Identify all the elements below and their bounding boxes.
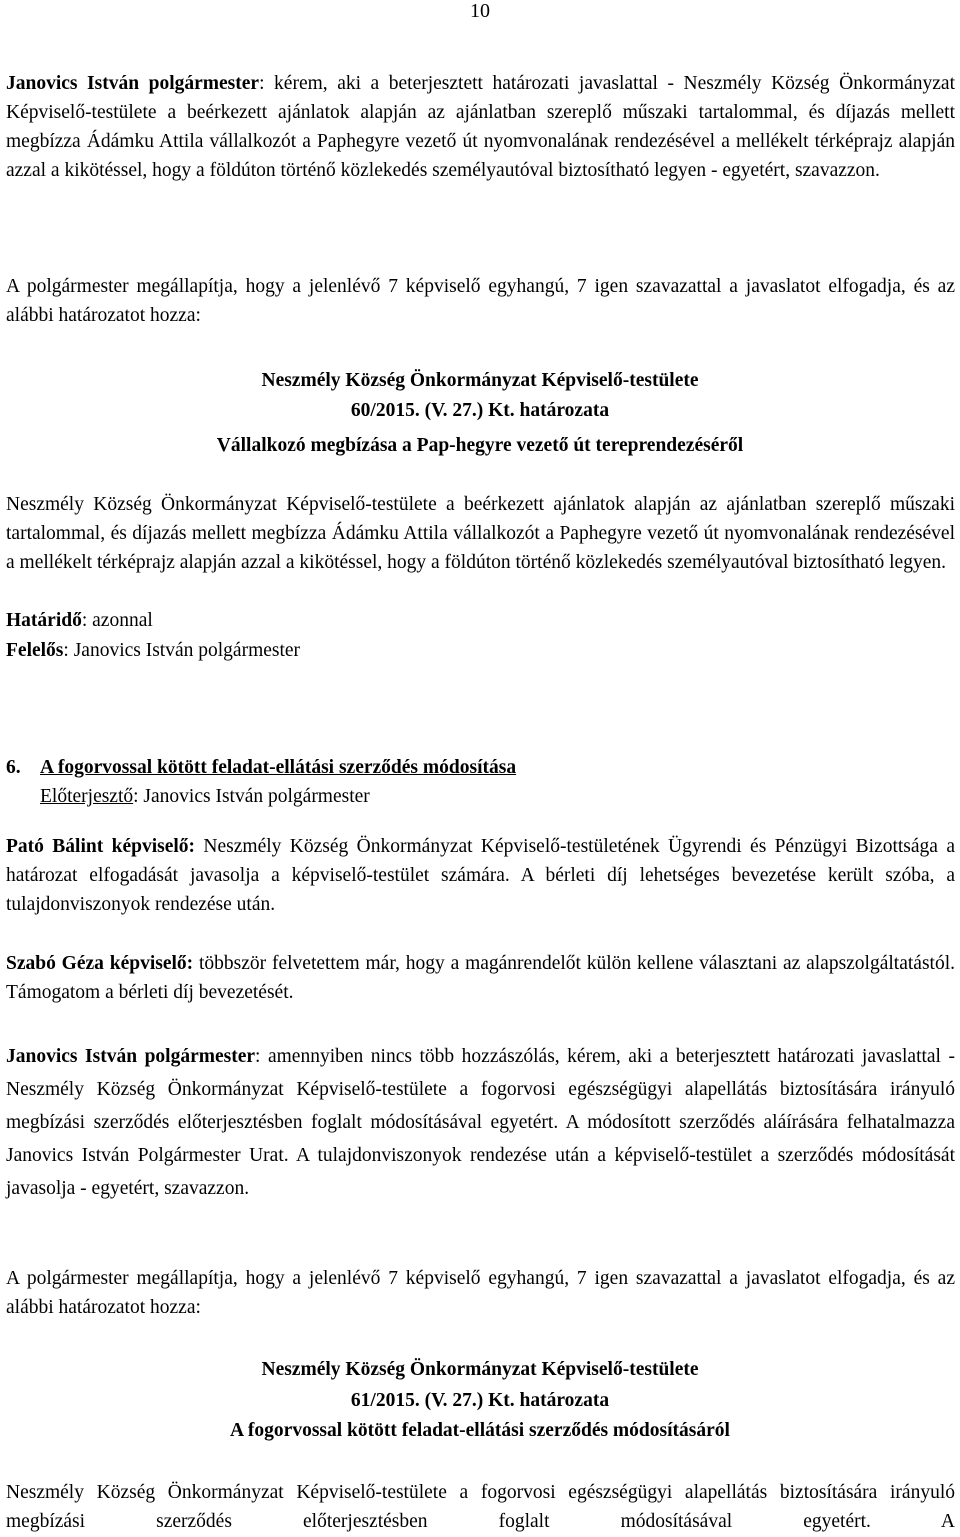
presenter-value: : Janovics István polgármester: [133, 786, 370, 807]
paragraph-text: : amennyiben nincs több hozzászólás, kérem, aki a beterjesztett határozati javaslattal - Neszmély Község Önkormányzat Képviselő-testülete a fogorvosi egészségügyi alapellátás biztosítására irányuló megbízási szerződés előterjesztésben foglalt módosításával egyetért. A módosított szerződés aláírására felhatalmazza Janovics István Polgármester Urat. A tulajdonviszonyok rendezése után a képviselő-testület a szerződés módosítását javasolja - egyetért, szavazzon.: [6, 1046, 955, 1199]
paragraph-text: többször felvetettem már, hogy a magánrendelőt külön kellene választani az alapszolgáltatástól. Támogatom a bérleti díj bevezetését.: [6, 953, 955, 1003]
speaker-name: Pató Bálint képviselő:: [6, 836, 196, 857]
section-title: A fogorvossal kötött feladat-ellátási szerződés módosítása: [40, 757, 517, 778]
paragraph-szabo-geza: [6, 949, 955, 1007]
paragraph-text: : kérem, aki a beterjesztett határozati javaslattal - Neszmély Község Önkormányzat Képviselő-testülete a beérkezett ajánlatok alapján az ajánlatban szereplő műszaki tartalommal, és díjazás mellett megbízza Ádámku Attila vállalkozót a Paphegyre vezető út nyomvonalának rendezésével a mellékelt térképrajz alapján azzal a kikötéssel, hogy a földúton történő közlekedés személyautóval biztosítható legyen - egyetért, szavazzon.: [6, 73, 955, 181]
resolution-title: Vállalkozó megbízása a Pap-hegyre vezető út tereprendezéséről: [216, 435, 744, 456]
speaker-name: Janovics István polgármester: [6, 73, 260, 94]
responsible-value: : Janovics István polgármester: [63, 640, 301, 661]
paragraph-pato-balint: [6, 832, 955, 919]
section-heading: [6, 753, 516, 782]
resolution-deadline: [6, 606, 955, 635]
resolution-body-name: Neszmély Község Önkormányzat Képviselő-testülete: [261, 370, 699, 391]
deadline-value: : azonnal: [81, 610, 153, 631]
section-number: 6.: [6, 757, 21, 778]
page-number: 10: [470, 0, 490, 22]
resolution-text: Neszmély Község Önkormányzat Képviselő-testülete a beérkezett ajánlatok alapján az ajánlatban szereplő műszaki tartalommal, és díjazás mellett megbízza Ádámku Attila vállalkozót a Paphegyre vezető út nyomvonalának rendezésével a mellékelt térképrajz alapján azzal a kikötéssel, hogy a földúton történő közlekedés személyautóval biztosítható legyen.: [6, 494, 955, 573]
resolution-title: A fogorvossal kötött feladat-ellátási szerződés módosításáról: [230, 1420, 730, 1441]
paragraph-mayor-proposal: [6, 69, 955, 185]
resolution-number: 61/2015. (V. 27.) Kt. határozata: [350, 1390, 610, 1411]
paragraph-mayor-proposal-2: [6, 1040, 955, 1205]
paragraph-vote-result-2: A polgármester megállapítja, hogy a jelenlévő 7 képviselő egyhangú, 7 igen szavazattal a javaslatot elfogadja, és az alábbi határozatot hozza:: [6, 1268, 955, 1318]
resolution-responsible: [6, 636, 955, 665]
resolution-body-name: Neszmély Község Önkormányzat Képviselő-testülete: [261, 1359, 699, 1380]
speaker-name: Szabó Géza képviselő:: [6, 953, 194, 974]
resolution-number: 60/2015. (V. 27.) Kt. határozata: [350, 400, 610, 421]
deadline-label: Határidő: [6, 610, 82, 631]
paragraph-vote-result: A polgármester megállapítja, hogy a jelenlévő 7 képviselő egyhangú, 7 igen szavazattal a javaslatot elfogadja, és az alábbi határozatot hozza:: [6, 276, 955, 326]
resolution-text: Neszmély Község Önkormányzat Képviselő-testülete a fogorvosi egészségügyi alapellátás biztosítására irányuló megbízási szerződés előterjesztésben foglalt módosításával egyetért. A: [6, 1482, 955, 1532]
responsible-label: Felelős: [6, 640, 64, 661]
presenter-label: Előterjesztő: [40, 786, 134, 807]
speaker-name: Janovics István polgármester: [6, 1046, 256, 1067]
section-presenter: [40, 782, 370, 811]
paragraph-text: Neszmély Község Önkormányzat Képviselő-testületének Ügyrendi és Pénzügyi Bizottsága a határozat elfogadását javasolja a képviselő-testület számára. A bérleti díj lehetséges bevezetése került szóba, a tulajdonviszonyok rendezése után.: [6, 836, 956, 915]
